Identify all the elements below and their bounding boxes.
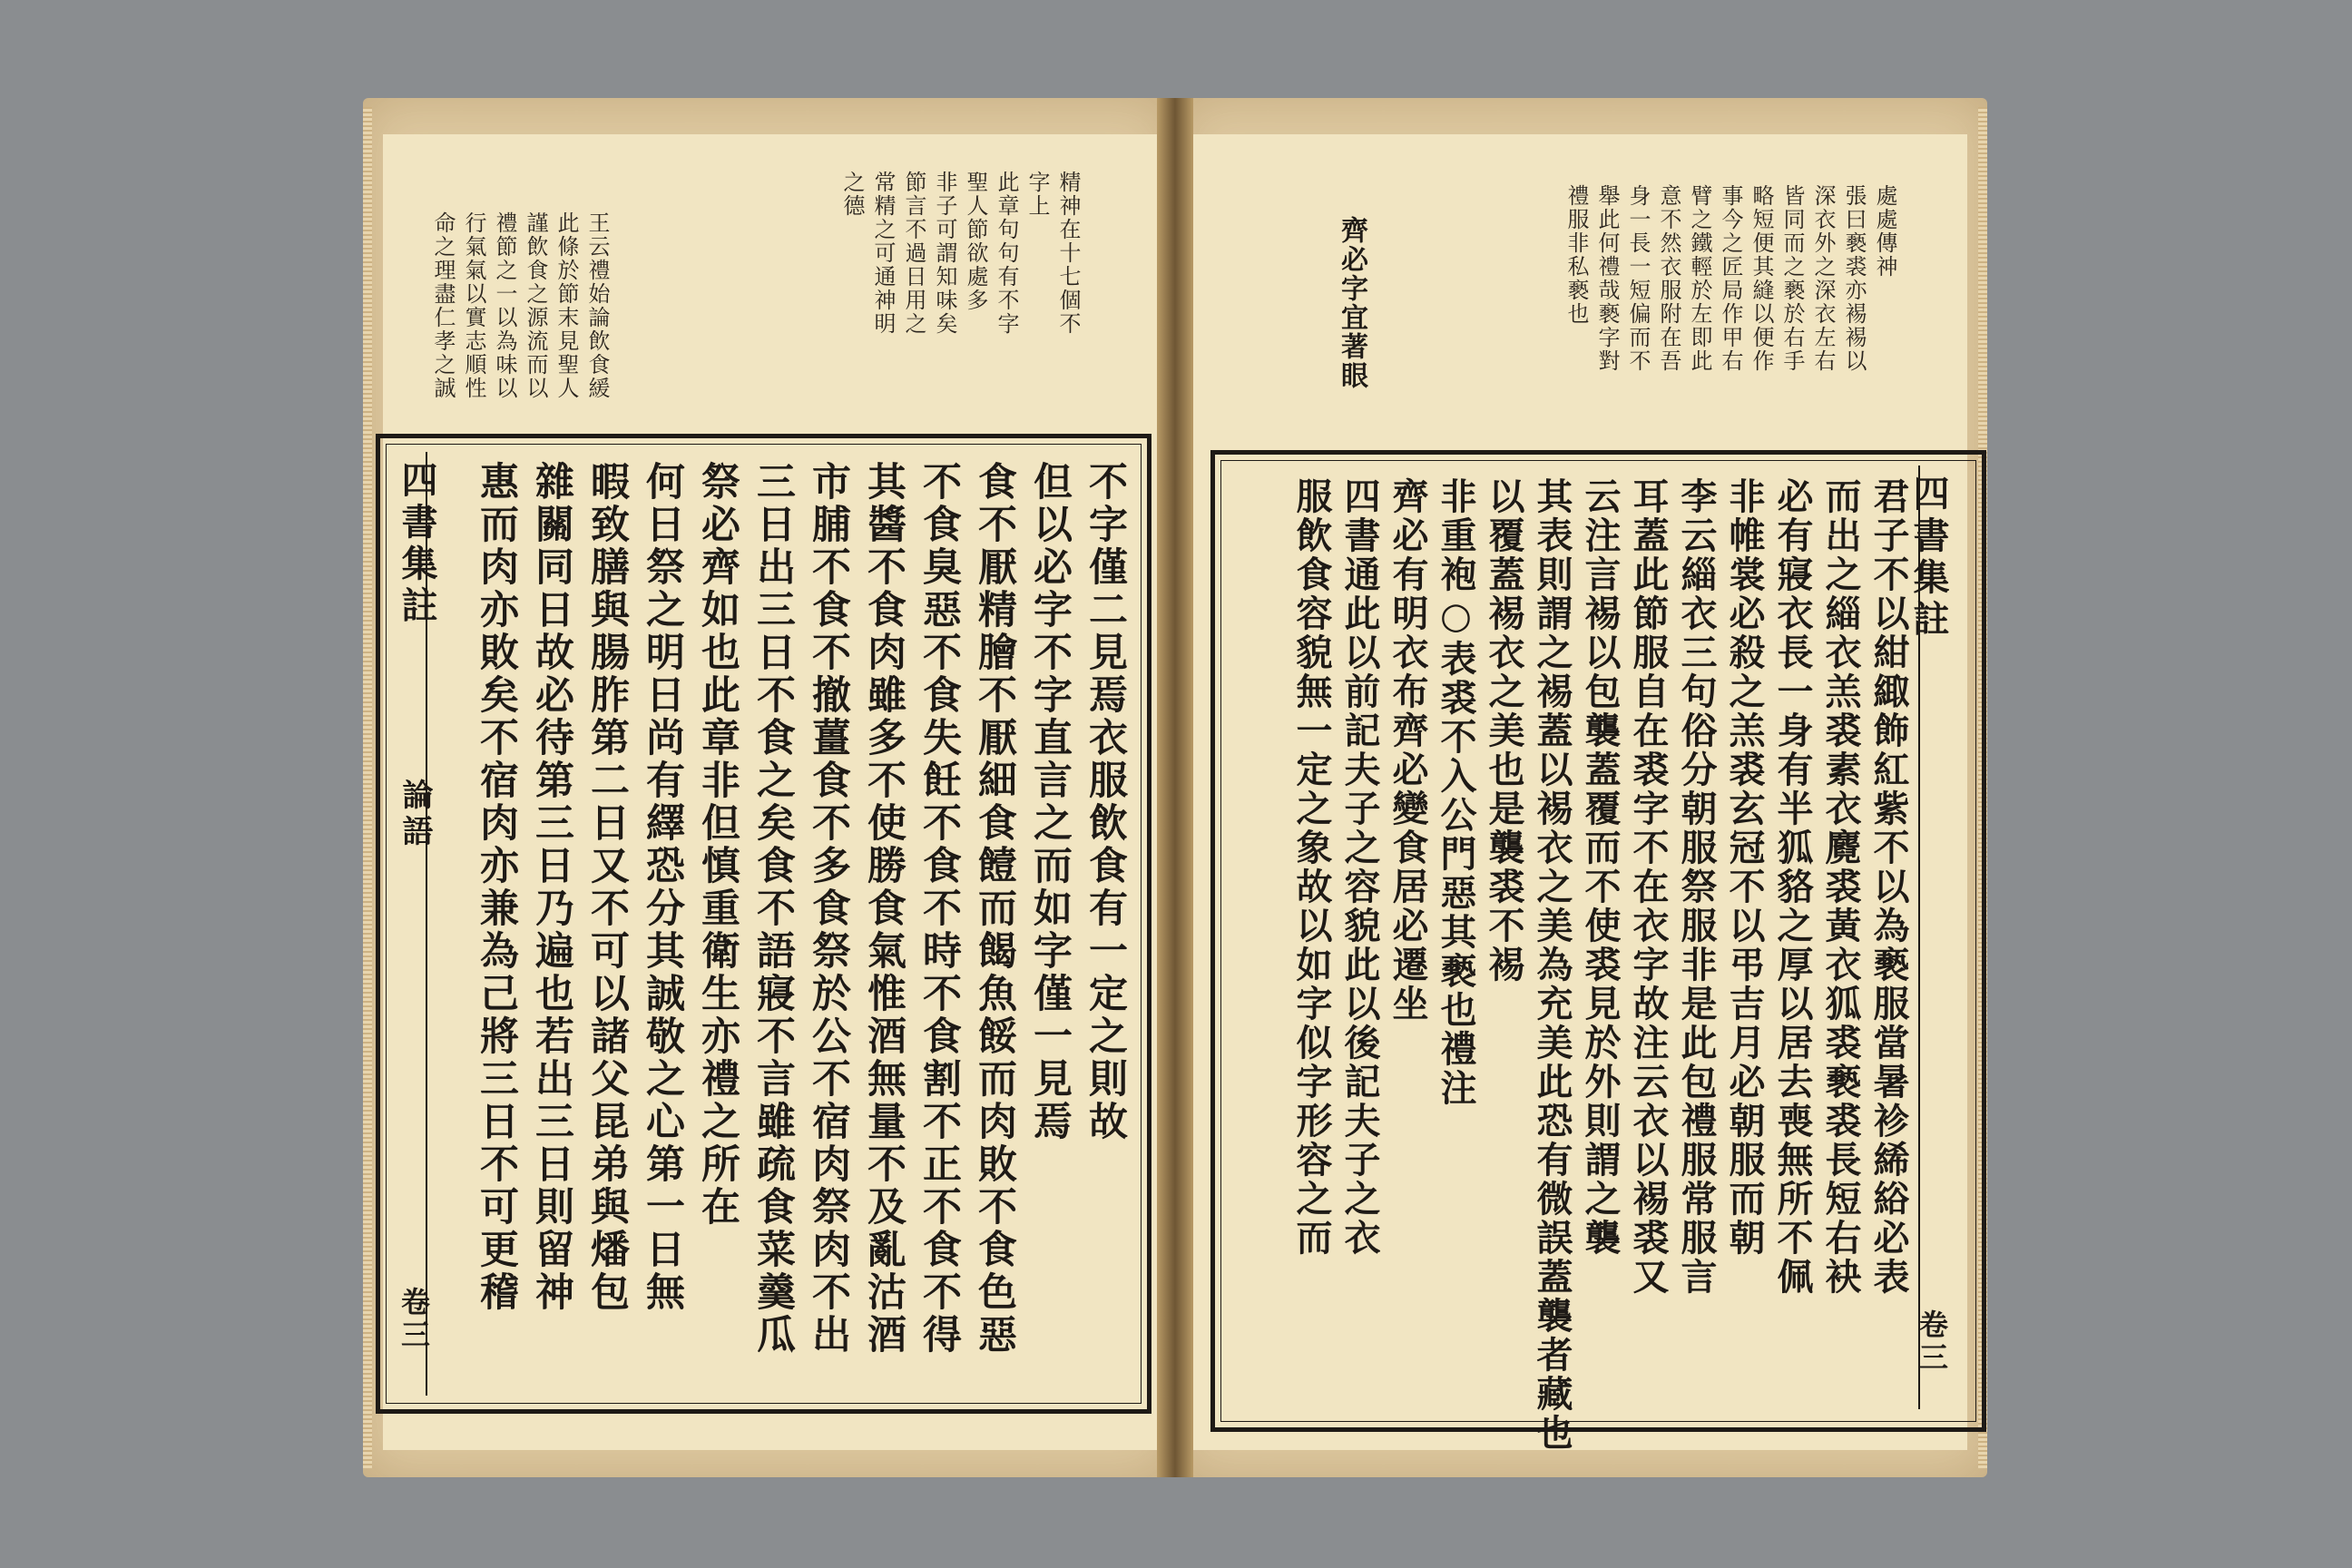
upper-heading: 齊必字宜著眼 <box>1336 216 1367 390</box>
margin-book-title: 四書集註 <box>396 461 438 628</box>
margin-book-title: 四書集註 <box>1907 475 1950 642</box>
margin-chapter-title: 論語 <box>397 779 433 851</box>
margin-volume-label: 卷三 <box>1915 1309 1949 1375</box>
left-margin-column <box>387 452 438 1396</box>
upper-annotation-right: 精神在十七個不 字上 此章句句有不字 聖人節欲處多 非子可謂知味矣 節言不過日用之 常精之可通神明 之德 <box>839 171 1081 336</box>
right-margin-column <box>1907 466 1958 1409</box>
right-page-paper <box>1191 134 1967 1453</box>
book-gutter <box>1157 98 1193 1477</box>
upper-annotation: 處處傳神 張曰褻裘亦裼裼以 深衣外之深衣左右 皆同而之褻於右手 略短便其縫以便作 事今之匠局作甲右 臂之鐵輕於左即此 意不然衣服附在吾 身一長一短偏而不 舉此何禮哉褻字對 禮服非私褻也 <box>1563 184 1897 373</box>
main-text-columns: 不字僅二見焉衣服飲食有一定之則故 但以必字不字直言之而如字僅一見焉 食不厭精膾不厭細食饐而餲魚餒而肉敗不食色惡 不食臭惡不食失飪不食不時不食割不正不食不得 其醬不食肉雖多不使勝食氣惟酒無量不及亂沽酒 市脯不食不撤薑食不多食祭於公不宿肉祭肉不出 三日出三日不食之矣食不語寢不言雖疏食菜羹瓜 祭必齊如也此章非但慎重衛生亦禮之所在 何日祭之明日尚有繹恐分其誠敬之心第一日無 暇致膳與腸胙第二日又不可以諸父昆弟與燔包 雜關同日故必待第三日乃遍也若出三日則留神 惠而肉亦敗矣不宿肉亦兼為己將三日不可更稽 <box>474 461 1128 1357</box>
left-page <box>363 98 1171 1477</box>
open-book <box>354 98 1987 1477</box>
right-page <box>1180 98 1987 1477</box>
main-text-columns: 君子不以紺緅飾紅紫不以為褻服當暑袗絺綌必表 而出之緇衣羔裘素衣麑裘黃衣狐裘褻裘長短右袂 必有寢衣長一身有半狐貉之厚以居去喪無所不佩 非帷裳必殺之羔裘玄冠不以弔吉月必朝服而朝 李云緇衣三句俗分朝服祭服非是此包禮服常服言 耳蓋此節服自在裘字不在衣字故注云衣以裼裘又 云注言裼以包襲蓋覆而不使裘見於外則謂之襲 其表則謂之裼蓋以裼衣之美為充美此恐有微誤蓋襲者藏也 以覆蓋裼衣之美也是襲裘不裼 非重袍○表裘不入公門惡其褻也禮注 齊必有明衣布齊必變食居必遷坐 四書通此以前記夫子之容貌此以後記夫子之衣 服飲食容貌無一定之象故以如字似字形容之而 <box>1290 477 1910 1453</box>
margin-volume-label: 卷三 <box>397 1287 431 1352</box>
upper-annotation-left: 王云禮始論飲食緩 此條於節末見聖人 謹飲食之源流而以 禮節之一以為味以 行氣氣以實志順性 命之理盡仁孝之誠 <box>430 211 610 400</box>
left-page-paper <box>383 134 1160 1450</box>
page-edge <box>363 107 372 1468</box>
